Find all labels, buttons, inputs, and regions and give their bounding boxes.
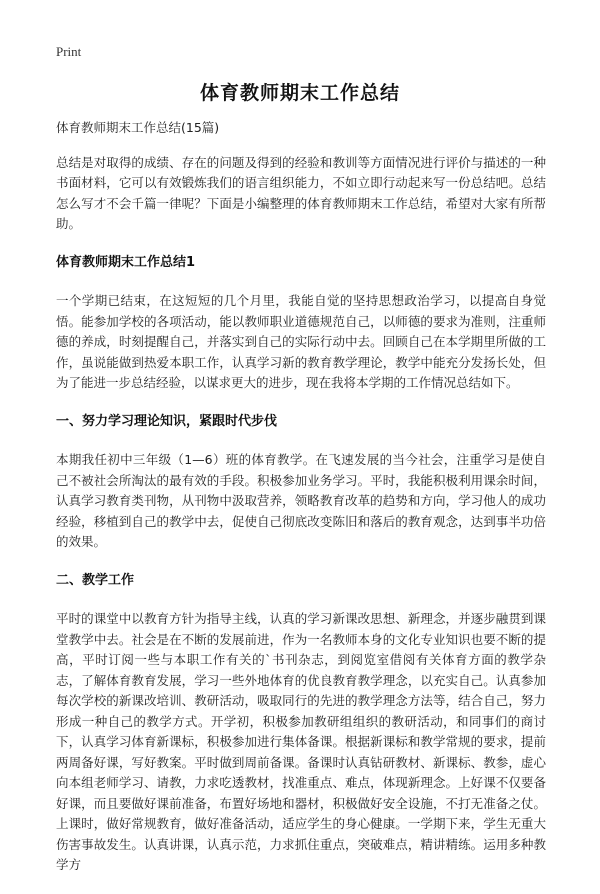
section-heading: 体育教师期末工作总结1: [56, 254, 196, 270]
section-intro-paragraph: 一个学期已结束，在这短短的几个月里，我能自觉的坚持思想政治学习，以提高自身觉悟。能参加学校的各项活动，能以教师职业道德规范自己，以师德的要求为准则，注重师德的养成，时刻提醒自己，并落实到自己的实际行动中去。回顾自己在本学期里所做的工作，虽说能做到热爱本职工作，认真学习新的教育教学理论，教学中能充分发扬长处，但为了能进一步总结经验，以谋求更大的进步，现在我将本学期的工作情况总结如下。: [56, 293, 546, 390]
part-two-heading: 二、教学工作: [56, 572, 135, 588]
document-subtitle: 体育教师期末工作总结(15篇): [56, 120, 220, 135]
document-body: [56, 118, 546, 894]
part-two-paragraph: 平时的课堂中以教育方针为指导主线，认真的学习新课改思想、新理念，并逐步融贯到课堂教学中去。社会是在不断的发展前进，作为一名教师本身的文化专业知识也要不断的提高，平时订阅一些与本职工作有关的`书刊杂志，到阅览室借阅有关体育方面的教学杂志，了解体育教育发展，学习一些外地体育的优良教育教学理念，以充实自己。认真参加每次学校的新课改培训、教研活动，吸取同行的先进的教学理念方法等，结合自己，努力形成一种自己的教学方式。开学初，积极参加教研组组织的教研活动，和同事们的商讨下，认真学习体育新课标，积极参加进行集体备课。根据新课标和教学常规的要求，提前两周备好课，写好教案。平时做到周前备课。备课时认真钻研教材、新课标、教参，虚心向本组老师学习、请教，力求吃透教材，找准重点、难点，体现新理念。上好课不仅要备好课，而且要做好课前准备，布置好场地和器材，积极做好安全设施，不打无准备之仗。上课时，做好常规教育，做好准备活动，适应学生的身心健康。一学期下来，学生无重大伤害事故发生。认真讲课，认真示范，力求抓住重点，突破难点，精讲精练。运用多种教学方: [56, 611, 546, 872]
print-link[interactable]: Print: [56, 44, 82, 59]
part-one-paragraph: 本期我任初中三年级（1—6）班的体育教学。在飞速发展的当今社会，注重学习是使自己不被社会所淘汰的最有效的手段。积极参加业务学习。平时，我能积极利用课余时间，认真学习教育类刊物，从刊物中汲取营养，领略教育改革的趋势和方向，学习他人的成功经验，移植到自己的教学中去，促使自己彻底改变陈旧和落后的教育观念，达到事半功倍的效果。: [56, 452, 546, 549]
part-one-heading: 一、努力学习理论知识，紧跟时代步伐: [56, 413, 278, 429]
document-title: 体育教师期末工作总结: [199, 82, 400, 104]
intro-paragraph: 总结是对取得的成绩、存在的问题及得到的经验和教训等方面情况进行评价与描述的一种书面材料，它可以有效锻炼我们的语言组织能力，不如立即行动起来写一份总结吧。总结怎么写才不会千篇一律呢？下面是小编整理的体育教师期末工作总结，希望对大家有所帮助。: [56, 154, 546, 231]
